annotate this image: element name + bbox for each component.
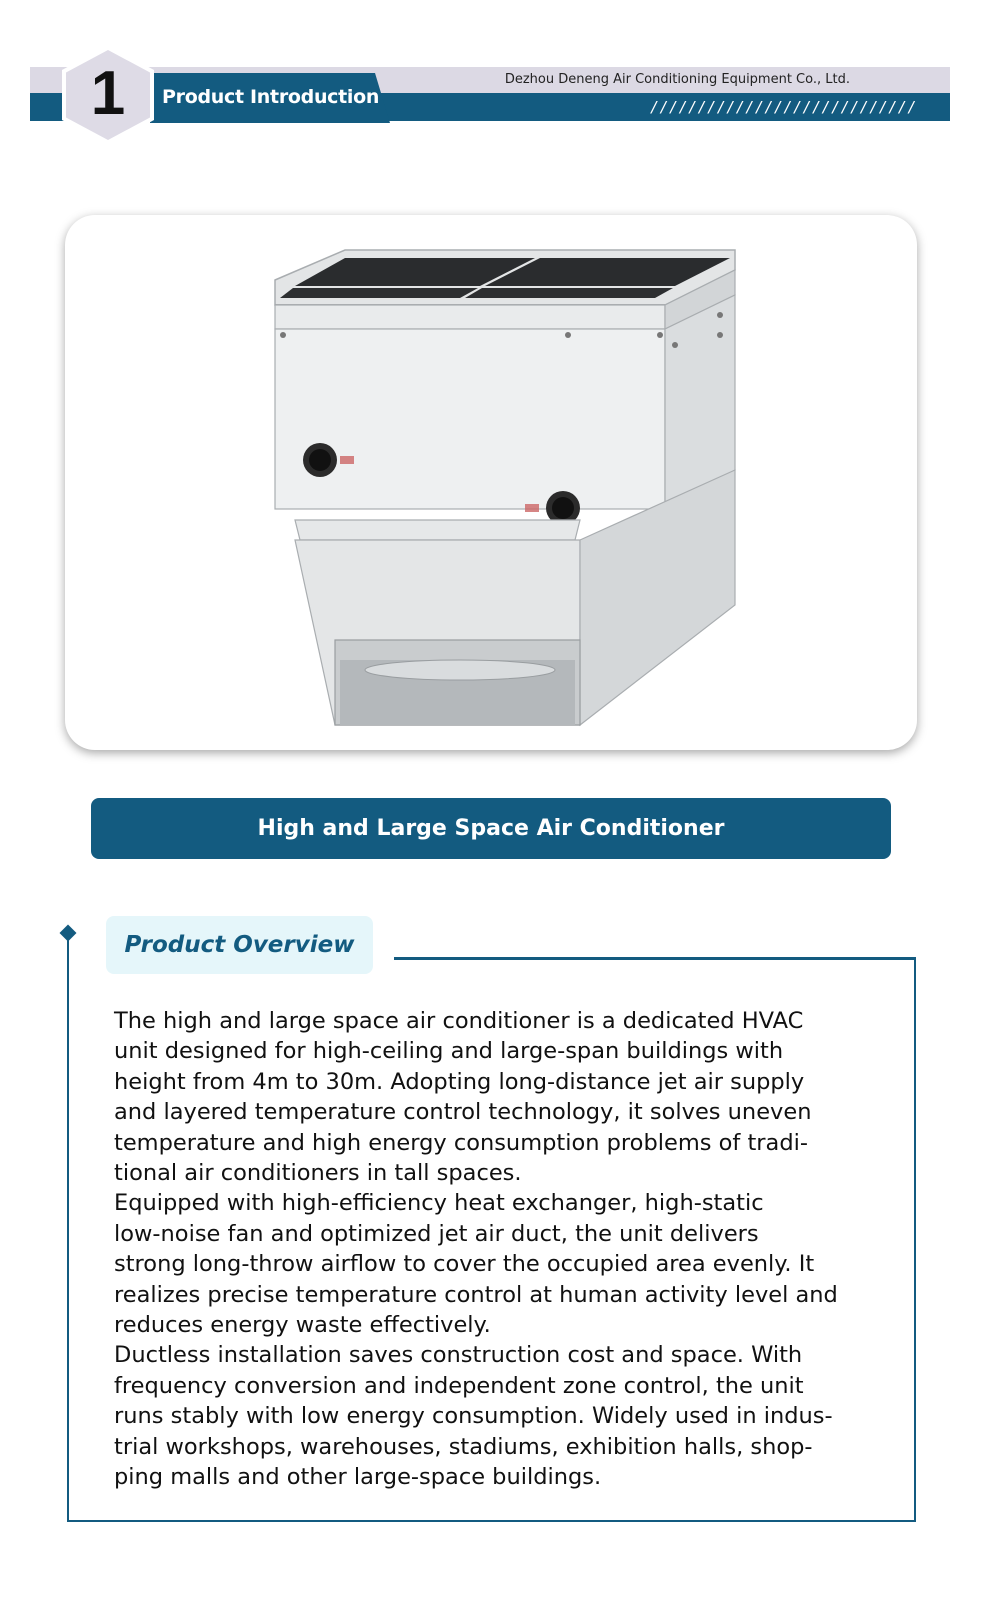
overview-line: Ductless installation saves construction cost and space. With [114,1342,803,1369]
company-name: Dezhou Deneng Air Conditioning Equipment Co., Ltd. [504,72,850,87]
overview-line: tional air conditioners in tall spaces. [114,1160,522,1187]
overview-line: ping malls and other large-space buildings. [114,1464,602,1491]
overview-line: temperature and high energy consumption problems of tradi- [114,1129,808,1156]
section-title: Product Introduction [162,86,380,108]
overview-line: runs stably with low energy consumption. Widely used in indus- [114,1403,833,1430]
overview-border-left [67,940,69,1522]
air-conditioner-illustration [235,220,755,745]
overview-line: low-noise fan and optimized jet air duct, the unit delivers [114,1220,759,1247]
overview-line: reduces energy waste effectively. [114,1312,491,1339]
diamond-bullet-icon [60,925,77,942]
section-number: 1 [90,59,126,128]
overview-line: strong long-throw airflow to cover the occupied area evenly. It [114,1251,815,1278]
overview-line: realizes precise temperature control at human activity level and [114,1281,838,1308]
product-name-bar [91,798,891,859]
section-header-banner [0,0,1000,160]
decorative-slashes: //////////////////////////// [650,98,917,116]
overview-line: unit designed for high-ceiling and large-span buildings with [114,1038,784,1065]
overview-text [114,1006,904,1493]
banner-left-tab [32,93,62,121]
product-image-card [65,215,917,750]
overview-line: height from 4m to 30m. Adopting long-distance jet air supply [114,1068,805,1095]
product-name: High and Large Space Air Conditioner [257,816,725,841]
overview-line: Equipped with high-efficiency heat exchanger, high-static [114,1190,764,1217]
overview-border-right [914,958,916,1522]
overview-title-box [106,916,373,974]
overview-line: frequency conversion and independent zone control, the unit [114,1372,804,1399]
overview-border-top [394,957,916,960]
overview-title: Product Overview [124,932,355,958]
overview-line: and layered temperature control technology, it solves uneven [114,1099,812,1126]
overview-line: trial workshops, warehouses, stadiums, exhibition halls, shop- [114,1433,813,1460]
overview-border-bottom [67,1520,916,1522]
overview-line: The high and large space air conditioner is a dedicated HVAC [114,1008,804,1034]
